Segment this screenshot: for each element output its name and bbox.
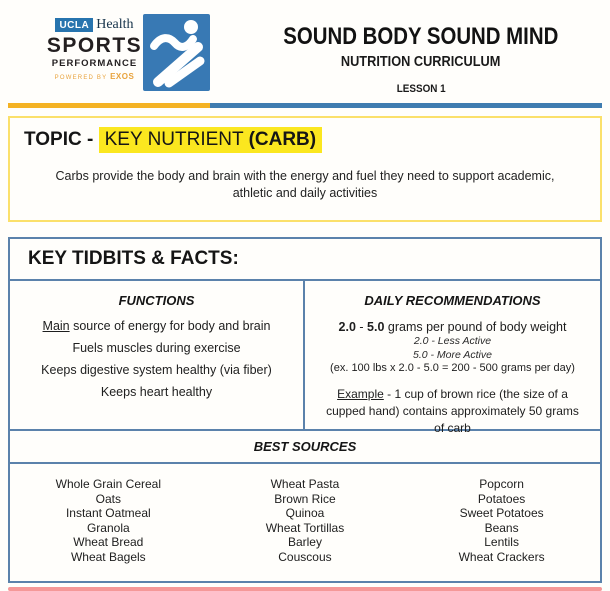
food-item: Brown Rice: [274, 491, 336, 506]
ucla-sports-performance-logo: [46, 17, 143, 81]
ucla-badge: UCLA: [55, 18, 93, 32]
food-item: Couscous: [278, 549, 332, 564]
food-column-grains: [10, 477, 207, 564]
food-item: Beans: [484, 520, 519, 535]
daily-recommendations-column: [305, 281, 600, 435]
food-item: Wheat Tortillas: [265, 520, 345, 535]
lesson-number: LESSON 1: [396, 83, 446, 95]
next-section-top-edge: [8, 587, 602, 591]
performance-wordmark: PERFORMANCE: [51, 58, 138, 70]
food-item: Sweet Potatoes: [459, 506, 544, 520]
powered-by-exos-label: POWERED BY EXOS: [54, 72, 135, 82]
document-header: [0, 0, 610, 103]
ucla-health-lockup: [46, 17, 143, 33]
food-item: Barley: [287, 535, 322, 549]
food-item: Wheat Bagels: [70, 549, 146, 564]
topic-heading: [24, 129, 586, 151]
divider-blue-segment: [210, 103, 602, 108]
dose-line: 2.0 - 5.0 grams per pound of body weight: [338, 320, 567, 334]
food-item: Quinoa: [285, 506, 325, 520]
topic-highlight: [99, 127, 323, 153]
food-item: Lentils: [484, 535, 519, 549]
food-item: Instant Oatmeal: [65, 506, 151, 520]
food-column-other: [403, 477, 600, 564]
topic-carb: (CARB): [248, 129, 317, 150]
title-block: [232, 23, 610, 97]
food-item: Popcorn: [479, 477, 524, 491]
best-sources-heading: BEST SOURCES: [10, 429, 600, 464]
less-active-note: 2.0 - Less Active: [413, 335, 492, 347]
food-item: Wheat Crackers: [458, 549, 545, 564]
functions-column: [10, 281, 305, 429]
health-wordmark: Health: [96, 17, 134, 32]
food-item: Oats: [95, 491, 121, 506]
function-item: Main source of energy for body and brain: [42, 319, 271, 333]
food-item: Potatoes: [477, 491, 526, 506]
food-item: Wheat Bread: [73, 535, 144, 549]
sports-wordmark: SPORTS: [46, 34, 143, 57]
best-sources-list: [10, 464, 600, 564]
function-item: Keeps digestive system healthy (via fiber): [41, 363, 272, 377]
topic-section: [8, 116, 602, 222]
topic-key-nutrient: KEY NUTRIENT: [104, 129, 249, 150]
document-title: SOUND BODY SOUND MIND: [283, 23, 559, 50]
key-tidbits-heading: KEY TIDBITS & FACTS:: [10, 239, 600, 281]
more-active-note: 5.0 - More Active: [413, 349, 492, 361]
topic-description: Carbs provide the body and brain with the energy and fuel they need to support academic, athletic and daily activities: [55, 169, 555, 200]
header-divider-bar: [8, 103, 602, 108]
food-item: Whole Grain Cereal: [55, 477, 161, 491]
daily-recommendations-heading: DAILY RECOMMENDATIONS: [364, 293, 541, 308]
function-item: Keeps heart healthy: [100, 385, 213, 399]
document-subtitle: NUTRITION CURRICULUM: [341, 54, 501, 70]
food-column-pasta-rice: [207, 477, 404, 564]
tidbits-columns: [10, 281, 600, 435]
exos-wordmark: EXOS: [110, 72, 135, 82]
topic-label: TOPIC -: [24, 129, 99, 150]
food-item: Wheat Pasta: [270, 477, 340, 491]
functions-heading: FUNCTIONS: [118, 293, 195, 308]
runner-icon: [143, 14, 210, 91]
food-item: Granola: [86, 520, 130, 535]
example-note: Example - 1 cup of brown rice (the size of a cupped hand) contains approximately 50 grams of carb: [326, 387, 579, 435]
divider-gold-segment: [8, 103, 210, 108]
key-tidbits-section: [8, 237, 602, 583]
function-item: Fuels muscles during exercise: [72, 341, 241, 355]
example-calculation: (ex. 100 lbs x 2.0 - 5.0 = 200 - 500 grams per day): [330, 362, 575, 374]
